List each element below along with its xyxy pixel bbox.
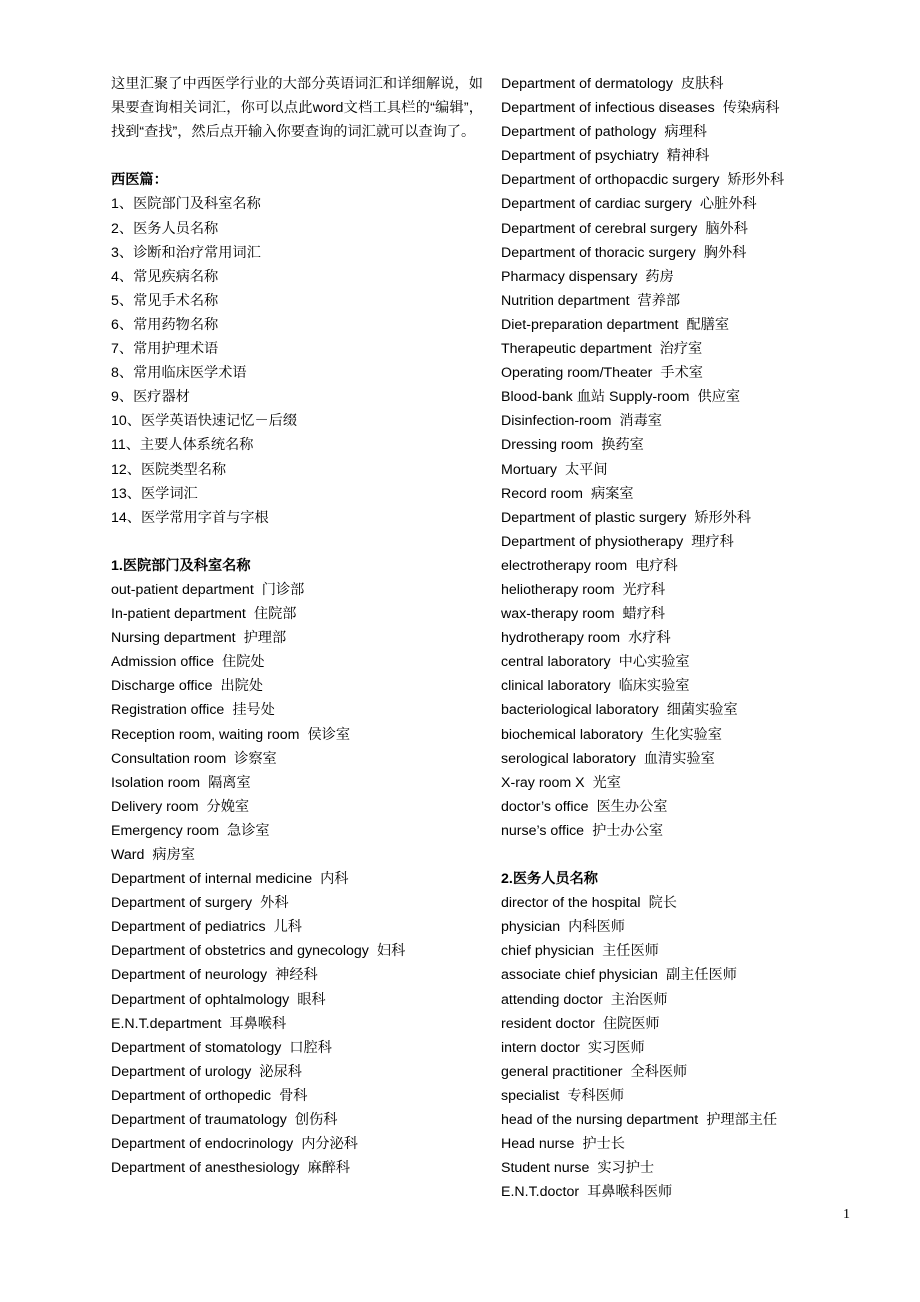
- entry-chinese: 主治医师: [610, 991, 668, 1008]
- entry-english: Department of plastic surgery: [501, 509, 687, 526]
- toc-item: 9、医疗器材: [111, 389, 190, 406]
- entry-chinese: 主任医师: [602, 943, 659, 960]
- entry-chinese: 外科: [260, 895, 289, 912]
- glossary-entry: [111, 891, 483, 915]
- entry-english: central laboratory: [501, 654, 611, 671]
- entry-english: head of the nursing department: [501, 1112, 699, 1129]
- entry-english: Nutrition department: [501, 292, 630, 309]
- section1-entries-continued: [501, 72, 831, 843]
- entry-chinese: 住院部: [253, 606, 297, 623]
- entry-chinese: 太平间: [564, 461, 608, 478]
- spacer: [111, 530, 483, 554]
- entry-chinese: 分娩室: [206, 798, 250, 815]
- glossary-entry: [501, 915, 831, 939]
- entry-english: Department of internal medicine: [111, 871, 313, 888]
- glossary-entry: [111, 602, 483, 626]
- section1-heading: 1.医院部门及科室名称: [111, 557, 251, 574]
- entry-chinese: 耳鼻喉科: [229, 1015, 287, 1032]
- section2-entries: [501, 891, 831, 1204]
- glossary-entry: [111, 915, 483, 939]
- entry-english: Department of pediatrics: [111, 919, 266, 936]
- entry-chinese: 眼科: [297, 991, 326, 1008]
- glossary-entry: [111, 819, 483, 843]
- entry-english: Department of obstetrics and gynecology: [111, 943, 369, 960]
- toc-list: [111, 192, 483, 529]
- entry-english: Mortuary: [501, 461, 557, 478]
- entry-english: Dressing room: [501, 437, 594, 454]
- entry-chinese: 药房: [645, 268, 674, 285]
- glossary-entry: [501, 313, 831, 337]
- glossary-entry: [501, 1012, 831, 1036]
- glossary-entry: [501, 698, 831, 722]
- entry-english: Operating room/Theater: [501, 365, 653, 382]
- toc-item: 3、诊断和治疗常用词汇: [111, 244, 261, 261]
- entry-chinese: 侯诊室: [307, 726, 351, 743]
- entry-chinese: 心脏外科: [699, 196, 757, 213]
- entry-chinese: 中心实验室: [618, 654, 690, 671]
- entry-chinese: 病案室: [591, 485, 634, 502]
- entry-english: Department of endocrinology: [111, 1136, 294, 1153]
- entry-chinese: 电疗科: [635, 557, 678, 574]
- entry-chinese: 营养部: [637, 292, 681, 309]
- entry-chinese: 传染病科: [722, 100, 780, 117]
- entry-english: Department of cardiac surgery: [501, 196, 692, 213]
- entry-english: biochemical laboratory: [501, 726, 643, 743]
- glossary-entry: [111, 795, 483, 819]
- entry-english: Department of dermatology: [501, 76, 673, 92]
- toc-item: 12、医院类型名称: [111, 461, 227, 478]
- page-number: 1: [843, 1207, 850, 1222]
- entry-chinese: 儿科: [273, 919, 302, 936]
- toc-item: 5、常见手术名称: [111, 292, 219, 309]
- glossary-entry: [501, 1180, 831, 1204]
- glossary-entry: [111, 1108, 483, 1132]
- glossary-entry: [501, 602, 831, 626]
- entry-chinese: 耳鼻喉科医师: [587, 1184, 673, 1201]
- entry-english: wax-therapy room: [501, 606, 615, 623]
- glossary-entry: [111, 674, 483, 698]
- right-column: [501, 72, 831, 1204]
- entry-english: Department of traumatology: [111, 1112, 287, 1129]
- glossary-entry: [501, 747, 831, 771]
- entry-chinese: 消毒室: [619, 413, 662, 430]
- entry-english: Disinfection-room: [501, 413, 612, 430]
- glossary-entry: [501, 96, 831, 120]
- glossary-entry: [501, 1060, 831, 1084]
- entry-english: specialist: [501, 1087, 560, 1104]
- entry-chinese: 血清实验室: [643, 750, 715, 767]
- entry-english: serological laboratory: [501, 750, 636, 767]
- glossary-entry: [501, 963, 831, 987]
- entry-chinese: 理疗科: [691, 533, 734, 550]
- section1-entries: [111, 578, 483, 1180]
- glossary-entry: [111, 1084, 483, 1108]
- entry-english: Department of orthopedic: [111, 1087, 272, 1104]
- entry-english: electrotherapy room: [501, 557, 628, 574]
- glossary-entry: [111, 747, 483, 771]
- entry-english: Department of orthopacdic surgery: [501, 172, 720, 189]
- entry-english: Pharmacy dispensary: [501, 268, 638, 285]
- glossary-entry: [501, 819, 831, 843]
- entry-chinese: 精神科: [666, 148, 710, 165]
- entry-chinese: 住院处: [222, 654, 265, 671]
- left-column: [111, 72, 483, 1180]
- entry-english: heliotherapy room: [501, 581, 615, 598]
- entry-english: Department of psychiatry: [501, 148, 659, 165]
- entry-english: associate chief physician: [501, 967, 658, 984]
- entry-chinese: 副主任医师: [665, 967, 737, 984]
- entry-chinese: 院长: [648, 895, 677, 912]
- glossary-entry: [111, 963, 483, 987]
- glossary-entry: [501, 723, 831, 747]
- glossary-entry: [111, 988, 483, 1012]
- glossary-entry: [501, 385, 831, 409]
- glossary-entry: [501, 626, 831, 650]
- glossary-entry: [501, 530, 831, 554]
- entry-english: Consultation room: [111, 750, 227, 767]
- entry-chinese: 门诊部: [261, 581, 305, 598]
- glossary-entry: [501, 554, 831, 578]
- entry-english: general practitioner: [501, 1063, 623, 1080]
- entry-english: out-patient department: [111, 581, 254, 598]
- toc-item: 1、医院部门及科室名称: [111, 196, 261, 213]
- glossary-entry: [501, 482, 831, 506]
- glossary-entry: [501, 217, 831, 241]
- entry-chinese: 内科: [320, 871, 349, 888]
- glossary-entry: [501, 795, 831, 819]
- entry-chinese: 出院处: [220, 678, 264, 695]
- entry-english: X-ray room X: [501, 774, 585, 791]
- entry-english: director of the hospital: [501, 895, 641, 912]
- entry-english: E.N.T.department: [111, 1015, 222, 1032]
- entry-english: Diet-preparation department: [501, 316, 679, 333]
- entry-chinese: 内科医师: [568, 919, 625, 936]
- entry-english: physician: [501, 919, 561, 936]
- entry-chinese: 细菌实验室: [666, 702, 738, 719]
- entry-chinese: 治疗室: [659, 341, 703, 358]
- glossary-entry: [111, 1156, 483, 1180]
- entry-chinese: 手术室: [660, 365, 703, 382]
- glossary-entry: [111, 1012, 483, 1036]
- entry-english: Department of surgery: [111, 895, 253, 912]
- entry-chinese: 蜡疗科: [622, 606, 666, 623]
- glossary-entry: [111, 843, 483, 867]
- entry-chinese: 病理科: [664, 124, 707, 141]
- entry-english: chief physician: [501, 943, 595, 960]
- toc-item: 14、医学常用字首与字根: [111, 509, 269, 526]
- toc-item: 10、医学英语快速记忆－后缀: [111, 413, 298, 430]
- glossary-entry: [501, 144, 831, 168]
- glossary-entry: [501, 1084, 831, 1108]
- entry-chinese: 矫形外科: [694, 509, 752, 526]
- entry-english: Department of thoracic surgery: [501, 244, 696, 261]
- spacer: [501, 843, 831, 867]
- entry-english: clinical laboratory: [501, 678, 611, 695]
- glossary-entry: [501, 458, 831, 482]
- glossary-entry: [111, 1132, 483, 1156]
- entry-chinese: 病房室: [152, 847, 195, 863]
- glossary-entry: [111, 723, 483, 747]
- entry-chinese: 护理部主任: [706, 1112, 778, 1129]
- glossary-entry: [501, 1108, 831, 1132]
- glossary-entry: [501, 72, 831, 96]
- entry-english: bacteriological laboratory: [501, 702, 659, 719]
- toc-item: 2、医务人员名称: [111, 220, 219, 237]
- entry-english: doctor’s office: [501, 798, 589, 815]
- toc-title: 西医篇：: [111, 172, 168, 189]
- entry-english: attending doctor: [501, 991, 603, 1008]
- entry-english: Blood-bank 血站 Supply-room: [501, 389, 690, 406]
- entry-chinese: 骨科: [279, 1087, 308, 1104]
- entry-chinese: 配膳室: [686, 316, 730, 333]
- glossary-entry: [501, 771, 831, 795]
- entry-chinese: 隔离室: [208, 774, 251, 791]
- glossary-entry: [501, 168, 831, 192]
- entry-english: Department of urology: [111, 1063, 252, 1080]
- entry-chinese: 换药室: [601, 437, 644, 454]
- glossary-entry: [501, 578, 831, 602]
- entry-english: Department of neurology: [111, 967, 268, 984]
- entry-chinese: 诊察室: [234, 750, 277, 767]
- glossary-entry: [501, 891, 831, 915]
- entry-chinese: 麻醉科: [307, 1160, 351, 1177]
- entry-chinese: 创伤科: [294, 1112, 338, 1129]
- entry-english: Isolation room: [111, 774, 201, 791]
- glossary-entry: [111, 698, 483, 722]
- entry-english: E.N.T.doctor: [501, 1184, 580, 1201]
- glossary-entry: [501, 433, 831, 457]
- glossary-entry: [501, 409, 831, 433]
- entry-english: Department of pathology: [501, 124, 657, 141]
- entry-english: Head nurse: [501, 1136, 575, 1153]
- entry-chinese: 妇科: [376, 943, 406, 960]
- glossary-entry: [111, 1036, 483, 1060]
- entry-english: Ward: [111, 847, 145, 863]
- entry-english: Department of ophtalmology: [111, 991, 290, 1008]
- entry-english: Registration office: [111, 702, 225, 719]
- entry-chinese: 生化实验室: [650, 726, 722, 743]
- glossary-entry: [501, 241, 831, 265]
- glossary-entry: [501, 120, 831, 144]
- glossary-entry: [501, 674, 831, 698]
- entry-english: Record room: [501, 485, 584, 502]
- entry-english: Department of anesthesiology: [111, 1160, 300, 1177]
- entry-chinese: 医生办公室: [596, 798, 668, 815]
- entry-english: hydrotherapy room: [501, 630, 621, 647]
- entry-english: Department of infectious diseases: [501, 100, 715, 117]
- entry-english: Emergency room: [111, 822, 220, 839]
- entry-chinese: 专科医师: [567, 1087, 625, 1104]
- entry-chinese: 光疗科: [622, 581, 666, 598]
- toc-item: 7、常用护理术语: [111, 341, 219, 358]
- entry-chinese: 临床实验室: [618, 678, 690, 695]
- entry-english: resident doctor: [501, 1015, 595, 1032]
- toc-item: 8、常用临床医学术语: [111, 365, 247, 382]
- entry-chinese: 矫形外科: [727, 172, 785, 189]
- entry-chinese: 挂号处: [232, 702, 275, 719]
- entry-chinese: 全科医师: [630, 1063, 688, 1080]
- entry-english: Student nurse: [501, 1160, 590, 1177]
- entry-chinese: 住院医师: [602, 1015, 660, 1032]
- entry-chinese: 脑外科: [705, 220, 748, 237]
- toc-item: 13、医学词汇: [111, 485, 198, 502]
- glossary-entry: [111, 771, 483, 795]
- glossary-entry: [111, 867, 483, 891]
- glossary-entry: [111, 650, 483, 674]
- glossary-entry: [501, 939, 831, 963]
- entry-english: Reception room, waiting room: [111, 726, 300, 743]
- entry-chinese: 水疗科: [628, 630, 671, 647]
- entry-english: Admission office: [111, 654, 215, 671]
- glossary-entry: [501, 988, 831, 1012]
- glossary-entry: [501, 289, 831, 313]
- glossary-entry: [501, 1156, 831, 1180]
- glossary-entry: [501, 1132, 831, 1156]
- entry-english: Department of stomatology: [111, 1039, 282, 1056]
- entry-english: Department of cerebral surgery: [501, 220, 698, 237]
- glossary-entry: [501, 506, 831, 530]
- entry-chinese: 供应室: [697, 389, 741, 406]
- glossary-entry: [111, 578, 483, 602]
- entry-chinese: 胸外科: [703, 244, 747, 261]
- entry-english: Discharge office: [111, 678, 213, 695]
- entry-english: nurse’s office: [501, 822, 585, 839]
- glossary-entry: [501, 1036, 831, 1060]
- entry-chinese: 皮肤科: [680, 76, 724, 92]
- intro-paragraph: 这里汇聚了中西医学行业的大部分英语词汇和详细解说，如果要查询相关词汇，你可以点此word文档工具栏的“编辑”，找到“查找”，然后点开输入你要查询的词汇就可以查询了。: [111, 76, 483, 141]
- glossary-entry: [501, 650, 831, 674]
- glossary-entry: [501, 361, 831, 385]
- glossary-entry: [111, 939, 483, 963]
- toc-item: 11、主要人体系统名称: [111, 437, 254, 454]
- entry-english: Nursing department: [111, 630, 236, 647]
- entry-chinese: 口腔科: [289, 1039, 332, 1056]
- toc-item: 6、常用药物名称: [111, 316, 219, 333]
- glossary-entry: [111, 626, 483, 650]
- entry-english: Department of physiotherapy: [501, 533, 684, 550]
- entry-chinese: 护士长: [582, 1136, 625, 1153]
- entry-chinese: 泌尿科: [259, 1063, 302, 1080]
- entry-chinese: 护理部: [243, 630, 287, 647]
- entry-english: intern doctor: [501, 1039, 580, 1056]
- entry-english: Delivery room: [111, 798, 199, 815]
- glossary-entry: [501, 265, 831, 289]
- entry-chinese: 神经科: [275, 967, 318, 984]
- glossary-entry: [111, 1060, 483, 1084]
- entry-english: In-patient department: [111, 606, 246, 623]
- entry-chinese: 实习护士: [597, 1160, 655, 1177]
- toc-item: 4、常见疾病名称: [111, 268, 219, 285]
- entry-chinese: 光室: [592, 774, 621, 791]
- entry-english: Therapeutic department: [501, 341, 652, 358]
- entry-chinese: 急诊室: [227, 822, 270, 839]
- entry-chinese: 内分泌科: [301, 1136, 358, 1153]
- entry-chinese: 实习医师: [587, 1039, 645, 1056]
- spacer: [111, 144, 483, 168]
- section2-heading: 2.医务人员名称: [501, 871, 598, 888]
- entry-chinese: 护士办公室: [592, 822, 664, 839]
- glossary-entry: [501, 192, 831, 216]
- glossary-entry: [501, 337, 831, 361]
